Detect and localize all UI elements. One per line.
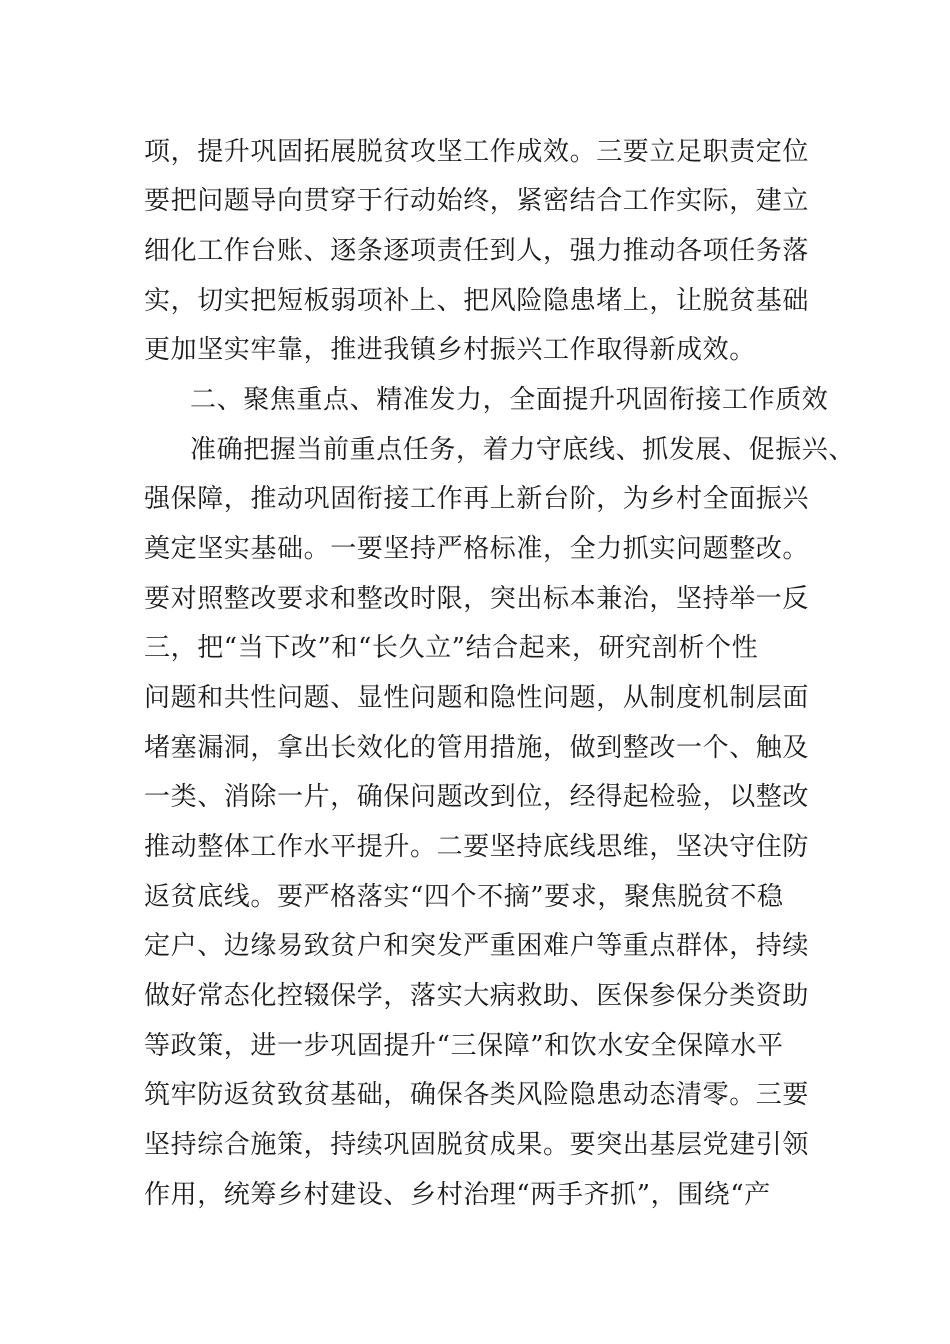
paragraph-line: 强保障，推动巩固衔接工作再上新台阶，为乡村全面振兴 [144, 484, 810, 514]
section-heading: 二、聚焦重点、精准发力，全面提升巩固衔接工作质效 [190, 385, 829, 415]
paragraph-line: 筑牢防返贫致贫基础，确保各类风险隐患动态清零。三要 [144, 1080, 810, 1110]
paragraph-line: 坚持综合施策，持续巩固脱贫成果。要突出基层党建引领 [144, 1130, 810, 1160]
paragraph-line: 做好常态化控辍保学，落实大病救助、医保参保分类资助 [144, 981, 810, 1011]
paragraph-line: 细化工作台账、逐条逐项责任到人，强力推动各项任务落 [144, 236, 810, 266]
paragraph-line: 奠定坚实基础。一要坚持严格标准，全力抓实问题整改。 [144, 534, 810, 564]
paragraph-line: 作用，统筹乡村建设、乡村治理“两手齐抓”，围绕“产 [144, 1180, 771, 1210]
paragraph-line: 实，切实把短板弱项补上、把风险隐患堵上，让脱贫基础 [144, 286, 810, 316]
paragraph-line: 准确把握当前重点任务，着力守底线、抓发展、促振兴、 [190, 435, 856, 465]
paragraph-line: 要对照整改要求和整改时限，突出标本兼治，坚持举一反 [144, 584, 810, 614]
paragraph-line: 等政策，进一步巩固提升“三保障”和饮水安全保障水平 [144, 1031, 784, 1061]
paragraph-line: 项，提升巩固拓展脱贫攻坚工作成效。三要立足职责定位 [144, 137, 810, 167]
paragraph-line: 要把问题导向贯穿于行动始终，紧密结合工作实际，建立 [144, 186, 810, 216]
paragraph-line: 一类、消除一片，确保问题改到位，经得起检验，以整改 [144, 782, 810, 812]
paragraph-line: 推动整体工作水平提升。二要坚持底线思维，坚决守住防 [144, 832, 810, 862]
paragraph-line: 问题和共性问题、显性问题和隐性问题，从制度机制层面 [144, 683, 810, 713]
paragraph-line: 堵塞漏洞，拿出长效化的管用措施，做到整改一个、触及 [144, 733, 810, 763]
paragraph-line: 三，把“当下改”和“长久立”结合起来，研究剖析个性 [144, 633, 759, 663]
paragraph-line: 返贫底线。要严格落实“四个不摘”要求，聚焦脱贫不稳 [144, 882, 784, 912]
paragraph-line: 更加坚实牢靠，推进我镇乡村振兴工作取得新成效。 [144, 335, 756, 365]
paragraph-line: 定户、边缘易致贫户和突发严重困难户等重点群体，持续 [144, 931, 810, 961]
